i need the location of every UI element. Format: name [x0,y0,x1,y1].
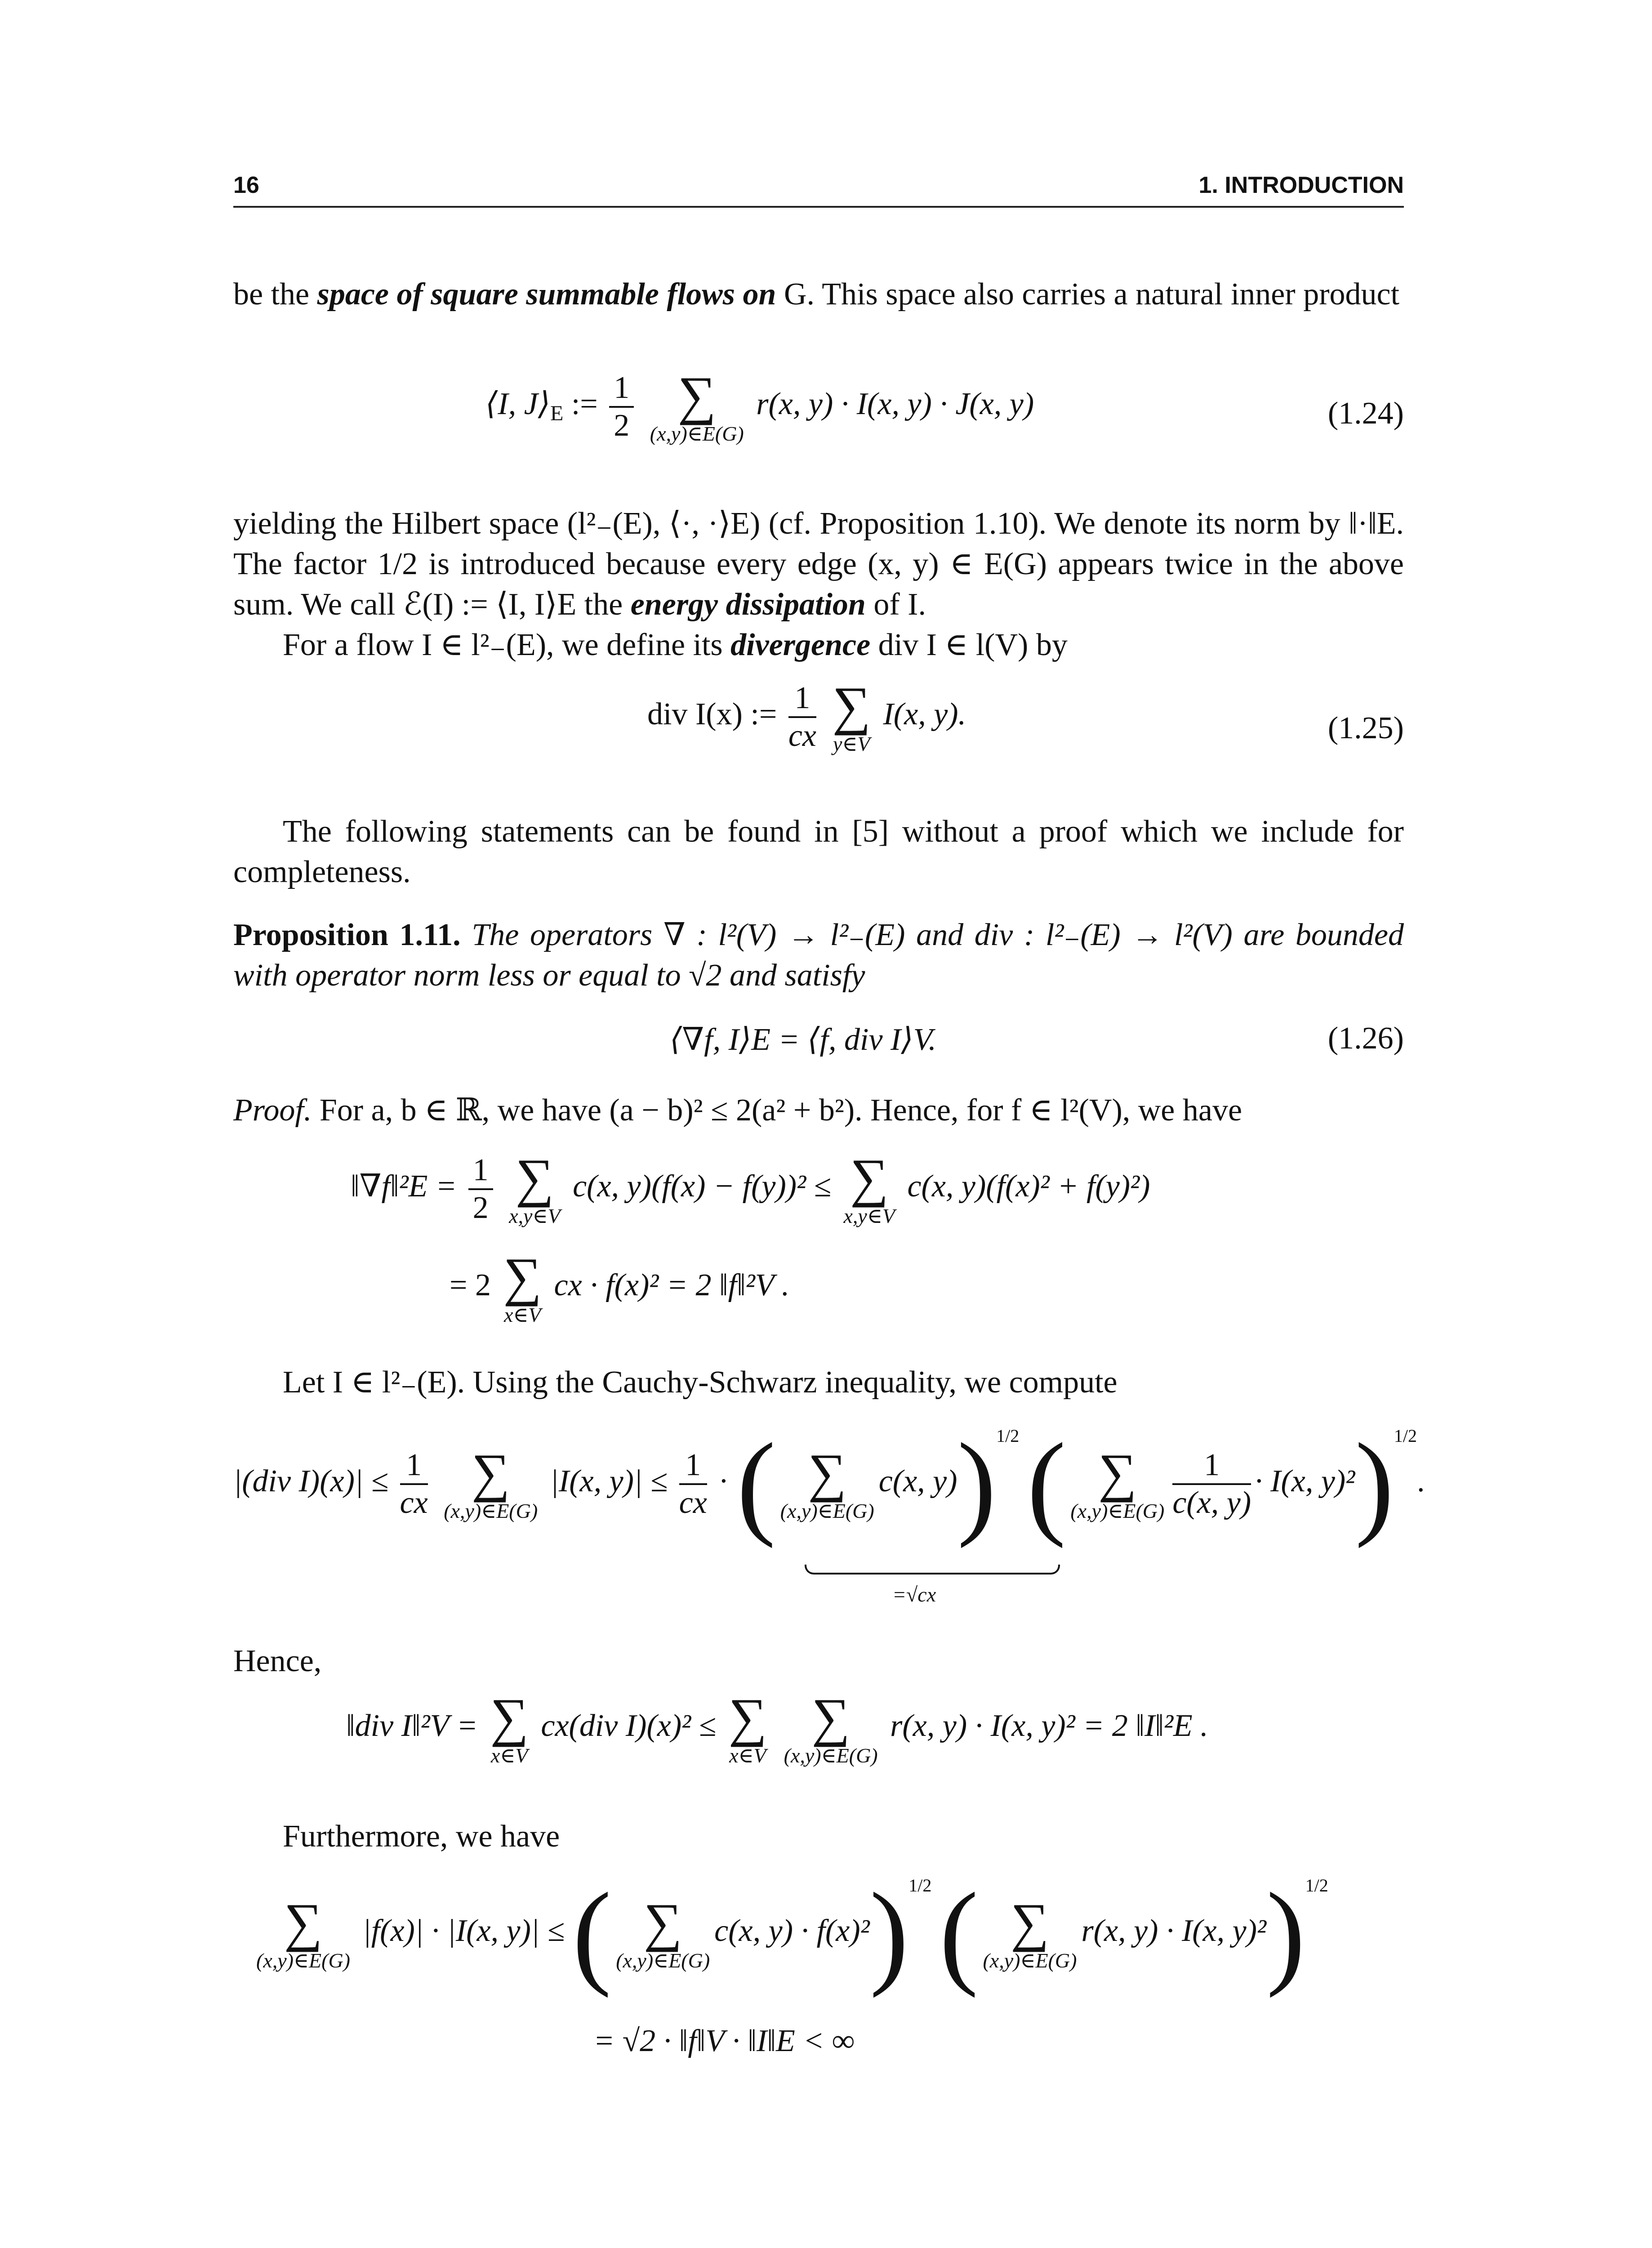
sigma-icon: ∑ [808,1442,846,1503]
exponent: 1/2 [1394,1426,1417,1446]
equation-grad-bound-line2 [450,1247,790,1326]
numerator: 1 [609,370,634,408]
summation [444,1442,538,1522]
numerator: 1 [679,1447,707,1485]
paragraph-divergence [233,625,1404,665]
paragraph-hence: Hence, [233,1644,322,1678]
proposition-text: The operators ∇ : l²(V) → l²₋(E) and div : l²₋(E) → l²(V) are bounded with operator norm less or equal to √2 and satisfy [233,918,1404,993]
sigma-icon: ∑ [832,676,871,736]
paragraph-flows [233,274,1404,315]
sum-limit: (x,y)∈E(G) [616,1949,710,1972]
equation-div-norm [346,1687,1208,1767]
fraction [609,370,634,444]
math-text: c(x, y)(f(x) − f(y))² ≤ [573,1169,831,1204]
summation [509,1148,561,1227]
sum-limit: y∈V [833,732,870,755]
page-number: 16 [233,172,259,198]
math-text: r(x, y) · I(x, y)² [1081,1913,1266,1948]
fraction [788,680,816,754]
math-text: := [563,387,606,422]
equation-inner-product-bound [252,1869,1328,1998]
running-title: 1. INTRODUCTION [1198,172,1404,198]
math-text: I(x, y). [883,697,966,732]
summation [616,1892,710,1972]
sum-limit: (x,y)∈E(G) [444,1499,538,1522]
denominator: 2 [614,408,630,443]
left-paren: ( [939,1869,979,1998]
math-text: ⟨I, J⟩ [485,387,550,422]
right-paren: ) [957,1419,997,1549]
equation-1-24 [485,366,1034,445]
sigma-icon: ∑ [1098,1442,1137,1503]
denominator: cx [788,718,816,753]
right-paren: ) [1266,1869,1305,1998]
math-text: r(x, y) · I(x, y)² = 2 ‖I‖²E . [890,1708,1208,1744]
math-text: |I(x, y)| ≤ [550,1464,668,1499]
sum-limit: (x,y)∈E(G) [1070,1499,1165,1522]
left-paren: ( [572,1869,612,1998]
fraction [468,1152,493,1226]
denominator: cx [679,1485,707,1520]
text: of I. [865,587,926,622]
fraction [679,1447,707,1521]
sigma-icon: ∑ [1011,1892,1049,1952]
proposition-label: Proposition 1.11. [233,918,461,952]
math-text: · [718,1464,729,1499]
denominator: c(x, y) [1172,1485,1251,1520]
numerator: 1 [468,1152,493,1190]
math-text: = √2 · ‖f‖V · ‖I‖E < ∞ [593,2024,855,2058]
paragraph-furthermore: Furthermore, we have [283,1819,560,1854]
proof-start [233,1090,1404,1131]
summation [256,1892,350,1972]
underbrace-label: =√cx [892,1583,936,1606]
text: div I ∈ l(V) by [870,628,1068,662]
math-text: c(x, y) [878,1464,957,1499]
text: For a, b ∈ ℝ, we have (a − b)² ≤ 2(a² + b²). Hence, for f ∈ l²(V), we have [312,1093,1242,1128]
equation-grad-bound [351,1148,1150,1227]
summation [650,366,744,445]
proof-label: Proof. [233,1093,312,1128]
text: G. This space also carries a natural inner product [776,277,1400,312]
sigma-icon: ∑ [503,1247,542,1307]
right-paren: ) [869,1869,909,1998]
page-header [233,170,1404,208]
summation [983,1892,1077,1972]
text: For a flow I ∈ l²₋(E), we define its [283,628,731,662]
summation [832,676,871,755]
denominator: cx [400,1485,428,1520]
summation [780,1442,874,1522]
paragraph-following: The following statements can be found in [5] without a proof which we include for completeness. [233,814,1404,889]
numerator: 1 [400,1447,428,1485]
exponent: 1/2 [996,1426,1020,1446]
math-text: |f(x)| · |I(x, y)| ≤ [362,1913,565,1948]
equation-1-25 [647,676,966,755]
sigma-icon: ∑ [677,366,717,425]
sum-limit: x∈V [490,1744,528,1767]
text: yielding the Hilbert space (l²₋(E), ⟨·, ·⟩E) (cf. Proposition 1.10). We denote its norm by ‖·‖E. The factor 1/2 is introduced because every edge (x, y) ∈ E(G) appears twice in the above sum. We call ℰ(I) := ⟨I, I⟩E the [233,506,1404,622]
math-text: . [1416,1464,1425,1499]
sigma-icon: ∑ [643,1892,682,1952]
summation [843,1148,895,1227]
numerator: 1 [1172,1447,1251,1485]
sum-limit: x,y∈V [509,1204,561,1227]
math-text: div I(x) := [647,697,785,732]
sum-limit: (x,y)∈E(G) [784,1744,878,1767]
sum-limit: (x,y)∈E(G) [650,422,744,445]
sigma-icon: ∑ [284,1892,323,1952]
sigma-icon: ∑ [728,1687,767,1747]
equation-label: (1.26) [1327,1021,1404,1056]
summation [1070,1442,1165,1522]
sigma-icon: ∑ [850,1148,889,1208]
equation-1-26 [670,1021,936,1058]
math-text: c(x, y)(f(x)² + f(y)²) [907,1169,1150,1204]
underbrace [805,1565,1060,1574]
sum-limit: x,y∈V [843,1204,895,1227]
sum-limit: x∈V [503,1303,541,1326]
equation-inner-product-line2 [593,2023,855,2059]
text: be the [233,277,317,312]
summation [503,1247,542,1326]
term-divergence: divergence [730,628,871,662]
equation-label: (1.25) [1327,711,1404,745]
sigma-icon: ∑ [811,1687,850,1747]
sum-limit: (x,y)∈E(G) [983,1949,1077,1972]
math-text: |(div I)(x)| ≤ [233,1464,389,1499]
paragraph-cauchy-schwarz: Let I ∈ l²₋(E). Using the Cauchy-Schwarz inequality, we compute [283,1365,1118,1400]
summation [490,1687,529,1767]
math-text: cx · f(x)² = 2 ‖f‖²V . [554,1268,790,1303]
math-text: ⟨∇f, I⟩E = ⟨f, div I⟩V. [670,1022,936,1057]
fraction [1172,1447,1251,1521]
math-sub: E [550,401,564,426]
proposition-1-11 [233,915,1404,996]
sigma-icon: ∑ [471,1442,510,1503]
math-text: c(x, y) · f(x)² [714,1913,870,1948]
math-text: ‖div I‖²V = [346,1708,486,1744]
denominator: 2 [472,1191,489,1225]
sum-limit: x∈V [729,1744,766,1767]
term-energy-dissipation: energy dissipation [630,587,866,622]
math-text: cx(div I)(x)² ≤ [541,1708,717,1744]
equation-label: (1.24) [1327,396,1404,431]
sum-limit: (x,y)∈E(G) [256,1949,350,1972]
paragraph-hilbert [233,504,1404,625]
term-square-summable: space of square summable flows on [317,277,776,312]
numerator: 1 [788,680,816,718]
exponent: 1/2 [1305,1875,1328,1896]
math-text: · I(x, y)² [1255,1464,1355,1499]
exponent: 1/2 [908,1875,932,1896]
left-paren: ( [737,1419,776,1549]
fraction [400,1447,428,1521]
math-text: ‖∇f‖²E = [351,1169,465,1204]
math-text: = 2 [450,1268,491,1303]
math-text: r(x, y) · I(x, y) · J(x, y) [756,387,1034,422]
sum-limit: (x,y)∈E(G) [780,1499,874,1522]
left-paren: ( [1027,1419,1066,1549]
sigma-icon: ∑ [515,1148,554,1208]
summation [728,1687,767,1767]
right-paren: ) [1355,1419,1394,1549]
sigma-icon: ∑ [490,1687,529,1747]
equation-div-bound [233,1419,1425,1549]
summation [784,1687,878,1767]
